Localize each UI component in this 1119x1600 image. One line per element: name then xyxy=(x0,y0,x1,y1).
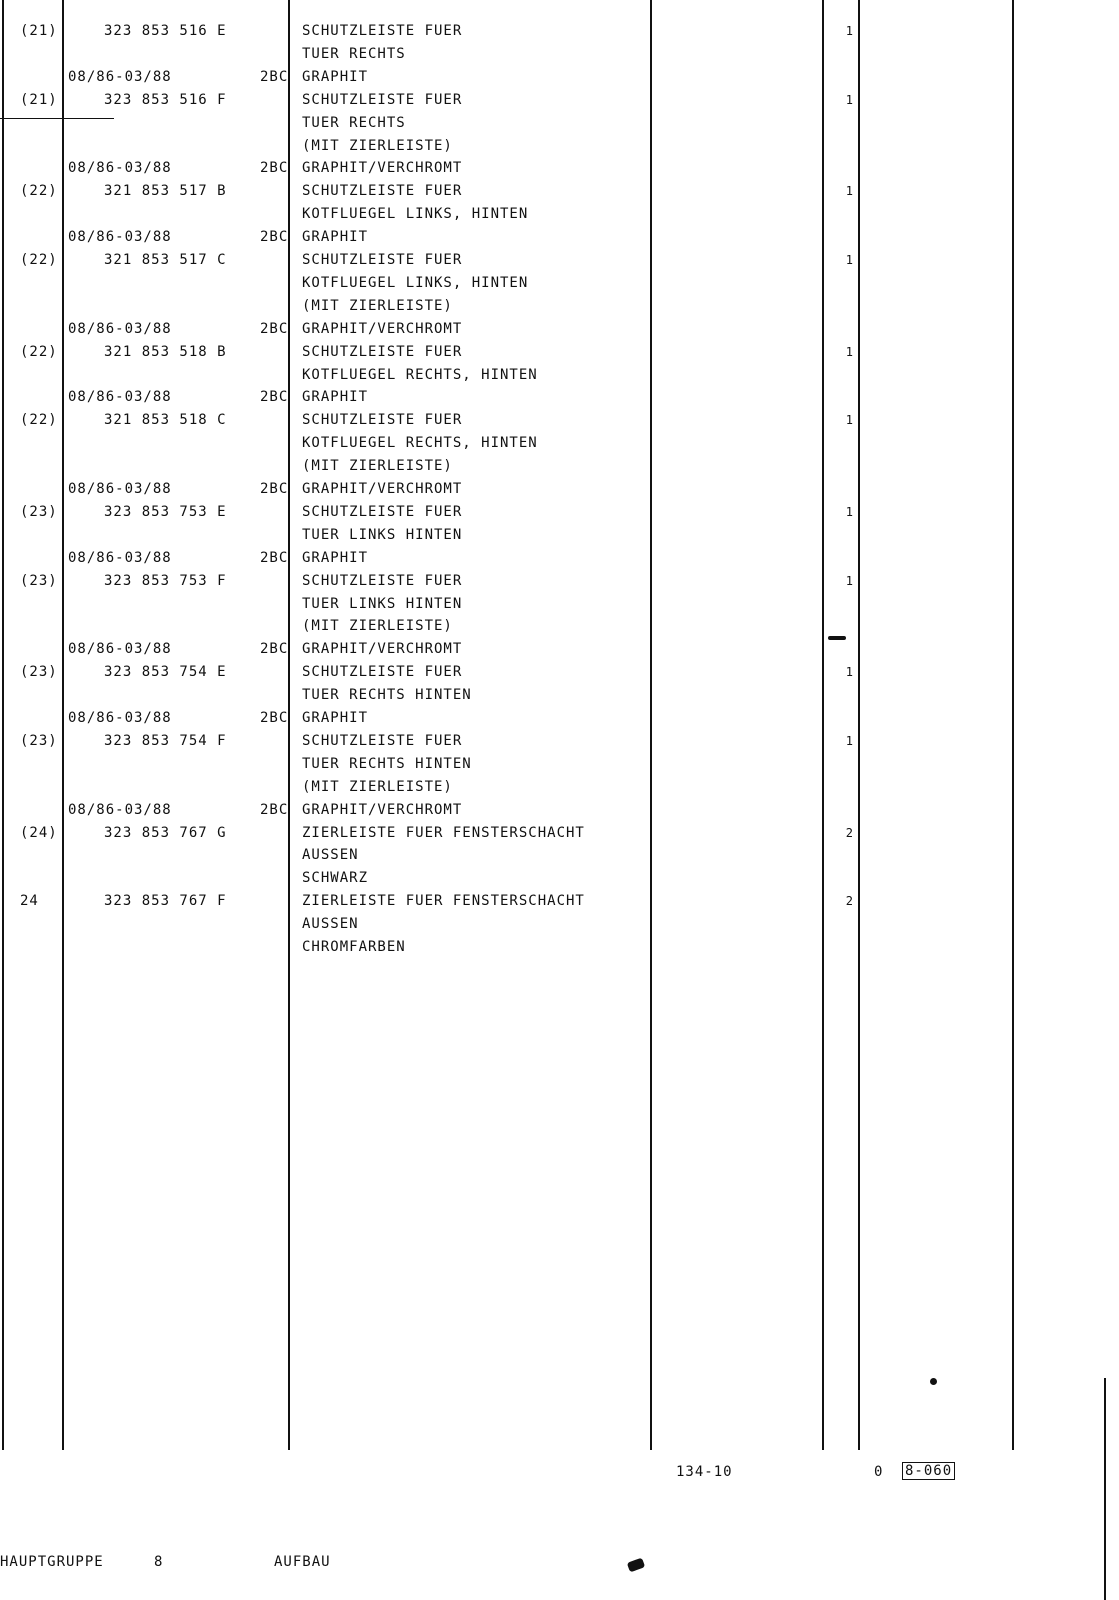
quantity: 1 xyxy=(845,253,854,267)
quantity: 1 xyxy=(845,733,854,748)
table-row xyxy=(0,272,1119,295)
model-code: 2BC xyxy=(260,229,289,246)
table-row xyxy=(0,226,1119,249)
table-row xyxy=(0,66,1119,89)
part-description: GRAPHIT xyxy=(302,229,369,246)
quantity: 1 xyxy=(845,413,854,428)
main-group-label: HAUPTGRUPPE xyxy=(0,1554,104,1570)
main-group-number: 8 xyxy=(154,1554,164,1570)
table-row xyxy=(0,707,1119,730)
scan-speck xyxy=(930,1378,937,1385)
table-row xyxy=(0,547,1119,570)
table-row xyxy=(0,43,1119,66)
validity-date: 08/86-03/88 xyxy=(68,710,172,726)
validity-date: 08/86-03/88 xyxy=(68,68,172,85)
position-number: (21) xyxy=(20,23,58,39)
table-row xyxy=(0,524,1119,547)
part-number: 323 853 754 F xyxy=(104,732,227,749)
part-number: 323 853 754 E xyxy=(104,664,227,681)
part-description: TUER RECHTS xyxy=(302,45,406,62)
validity-date: 08/86-03/88 xyxy=(68,389,172,406)
part-description: SCHUTZLEISTE FUER xyxy=(302,664,463,681)
quantity: 1 xyxy=(845,504,854,519)
part-description: GRAPHIT/VERCHROMT xyxy=(302,481,463,497)
quantity: 1 xyxy=(845,24,854,38)
quantity: 2 xyxy=(845,825,854,840)
table-row xyxy=(0,455,1119,478)
validity-date: 08/86-03/88 xyxy=(68,160,172,177)
part-description: AUSSEN xyxy=(302,847,359,864)
table-row xyxy=(0,615,1119,638)
table-row xyxy=(0,249,1119,272)
position-number: (22) xyxy=(20,183,58,200)
table-row xyxy=(0,478,1119,501)
position-number: (23) xyxy=(20,572,58,589)
position-number: (22) xyxy=(20,343,58,360)
table-row xyxy=(0,432,1119,455)
part-number: 323 853 753 E xyxy=(104,503,227,520)
position-number: (23) xyxy=(20,732,58,749)
part-description: SCHWARZ xyxy=(302,870,369,887)
part-description: KOTFLUEGEL LINKS, HINTEN xyxy=(302,274,529,291)
part-number: 321 853 517 C xyxy=(104,252,227,268)
model-code: 2BC xyxy=(260,710,289,726)
revision-number: 0 xyxy=(874,1464,884,1480)
position-number: (23) xyxy=(20,503,58,520)
table-row xyxy=(0,822,1119,845)
table-row xyxy=(0,661,1119,684)
part-number: 321 853 518 B xyxy=(104,343,227,360)
part-description: GRAPHIT/VERCHROMT xyxy=(302,160,463,177)
validity-date: 08/86-03/88 xyxy=(68,549,172,566)
part-description: SCHUTZLEISTE FUER xyxy=(302,572,463,589)
table-row xyxy=(0,867,1119,890)
model-code: 2BC xyxy=(260,389,289,406)
part-description: (MIT ZIERLEISTE) xyxy=(302,297,453,314)
part-description: TUER RECHTS HINTEN xyxy=(302,755,472,772)
part-number: 321 853 517 B xyxy=(104,183,227,200)
quantity: 1 xyxy=(845,665,854,680)
part-description: ZIERLEISTE FUER FENSTERSCHACHT xyxy=(302,824,585,841)
part-number: 323 853 753 F xyxy=(104,572,227,589)
part-description: (MIT ZIERLEISTE) xyxy=(302,618,453,635)
table-row xyxy=(0,593,1119,616)
quantity: 1 xyxy=(845,344,854,359)
part-description: SCHUTZLEISTE FUER xyxy=(302,183,463,200)
part-description: KOTFLUEGEL RECHTS, HINTEN xyxy=(302,366,538,383)
part-description: SCHUTZLEISTE FUER xyxy=(302,503,463,520)
validity-date: 08/86-03/88 xyxy=(68,320,172,337)
model-code: 2BC xyxy=(260,68,289,85)
part-description: SCHUTZLEISTE FUER xyxy=(302,343,463,360)
part-description: TUER LINKS HINTEN xyxy=(302,526,463,543)
position-number: (21) xyxy=(20,91,58,108)
table-row xyxy=(0,570,1119,593)
table-row xyxy=(0,364,1119,387)
position-number: (22) xyxy=(20,252,58,268)
page-reference: 134-10 xyxy=(676,1464,733,1480)
validity-date: 08/86-03/88 xyxy=(68,641,172,658)
validity-date: 08/86-03/88 xyxy=(68,801,172,818)
part-number: 321 853 518 C xyxy=(104,412,227,429)
part-description: CHROMFARBEN xyxy=(302,939,406,955)
part-description: (MIT ZIERLEISTE) xyxy=(302,778,453,795)
position-number: (22) xyxy=(20,412,58,429)
table-row xyxy=(0,89,1119,112)
part-description: TUER LINKS HINTEN xyxy=(302,595,463,612)
table-row xyxy=(0,684,1119,707)
table-row xyxy=(0,409,1119,432)
table-row xyxy=(0,890,1119,913)
table-row xyxy=(0,638,1119,661)
model-code: 2BC xyxy=(260,160,289,177)
model-code: 2BC xyxy=(260,549,289,566)
table-row xyxy=(0,135,1119,158)
table-row xyxy=(0,295,1119,318)
model-code: 2BC xyxy=(260,481,289,497)
table-row xyxy=(0,203,1119,226)
position-number: (24) xyxy=(20,824,58,841)
quantity: 2 xyxy=(845,894,854,909)
part-description: TUER RECHTS xyxy=(302,114,406,131)
table-row xyxy=(0,753,1119,776)
position-number: 24 xyxy=(20,893,39,910)
table-row xyxy=(0,318,1119,341)
part-number: 323 853 516 E xyxy=(104,23,227,39)
model-code: 2BC xyxy=(260,641,289,658)
table-row xyxy=(0,157,1119,180)
part-description: GRAPHIT xyxy=(302,389,369,406)
table-row xyxy=(0,913,1119,936)
table-row xyxy=(0,730,1119,753)
part-description: SCHUTZLEISTE FUER xyxy=(302,252,463,268)
part-number: 323 853 767 G xyxy=(104,824,227,841)
page-edge-rule xyxy=(1104,1378,1106,1600)
part-description: SCHUTZLEISTE FUER xyxy=(302,91,463,108)
part-description: KOTFLUEGEL LINKS, HINTEN xyxy=(302,206,529,223)
part-description: SCHUTZLEISTE FUER xyxy=(302,412,463,429)
part-description: GRAPHIT/VERCHROMT xyxy=(302,641,463,658)
table-row xyxy=(0,844,1119,867)
part-description: AUSSEN xyxy=(302,916,359,933)
position-number: (23) xyxy=(20,664,58,681)
table-row xyxy=(0,501,1119,524)
table-row xyxy=(0,180,1119,203)
table-row xyxy=(0,20,1119,43)
part-description: TUER RECHTS HINTEN xyxy=(302,687,472,704)
section-code: 8-060 xyxy=(902,1462,955,1480)
quantity: 1 xyxy=(845,92,854,107)
part-description: GRAPHIT/VERCHROMT xyxy=(302,801,463,818)
part-description: SCHUTZLEISTE FUER xyxy=(302,23,463,39)
quantity: 1 xyxy=(845,184,854,199)
part-description: KOTFLUEGEL RECHTS, HINTEN xyxy=(302,435,538,452)
part-description: GRAPHIT xyxy=(302,710,369,726)
main-group-name: AUFBAU xyxy=(274,1554,331,1570)
scan-speck xyxy=(627,1558,645,1573)
part-description: SCHUTZLEISTE FUER xyxy=(302,732,463,749)
model-code: 2BC xyxy=(260,320,289,337)
part-number: 323 853 516 F xyxy=(104,91,227,108)
part-number: 323 853 767 F xyxy=(104,893,227,910)
part-description: GRAPHIT xyxy=(302,68,369,85)
part-description: GRAPHIT xyxy=(302,549,369,566)
table-row xyxy=(0,776,1119,799)
table-row xyxy=(0,386,1119,409)
part-description: GRAPHIT/VERCHROMT xyxy=(302,320,463,337)
quantity: 1 xyxy=(845,573,854,588)
part-description: (MIT ZIERLEISTE) xyxy=(302,458,453,475)
table-row xyxy=(0,799,1119,822)
table-row xyxy=(0,936,1119,959)
part-description: (MIT ZIERLEISTE) xyxy=(302,137,453,154)
validity-date: 08/86-03/88 xyxy=(68,481,172,497)
model-code: 2BC xyxy=(260,801,289,818)
table-row xyxy=(0,341,1119,364)
part-description: ZIERLEISTE FUER FENSTERSCHACHT xyxy=(302,893,585,910)
table-row xyxy=(0,112,1119,135)
validity-date: 08/86-03/88 xyxy=(68,229,172,246)
